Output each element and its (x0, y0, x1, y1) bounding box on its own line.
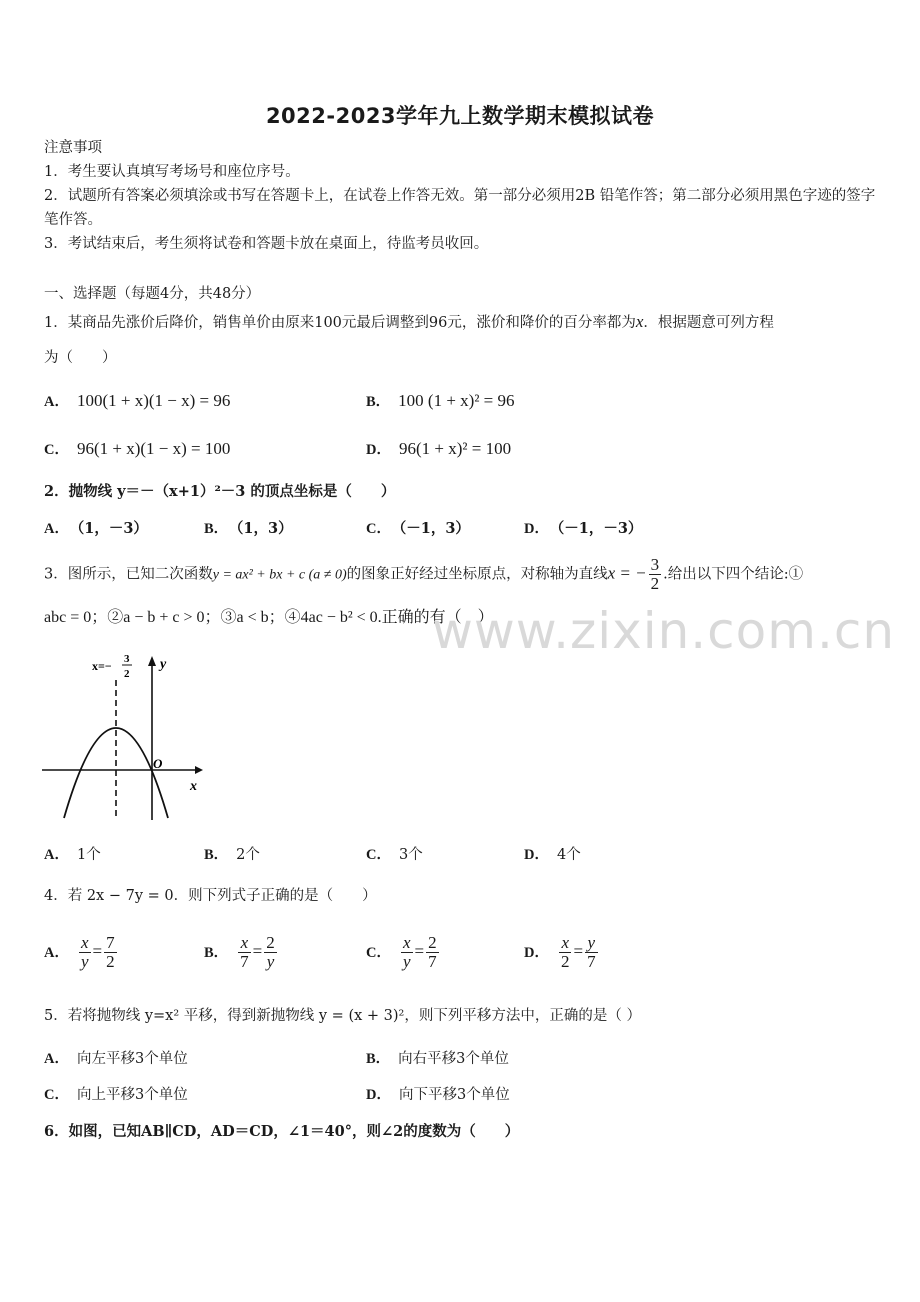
q4-option-b[interactable]: B． $\frac{x}{7}$ = $\frac{2}{y}$ (204, 933, 275, 971)
question-3-conclusions: abc = 0；②a − b + c > 0；③a < b；④4ac − b² < 0.正确的有（ ） (44, 609, 494, 626)
q2-option-b[interactable]: B． （1，3） (204, 520, 293, 537)
graph-axis-num-label: 3 (124, 653, 130, 665)
q4-option-c[interactable]: C． $\frac{x}{y}$ = $\frac{2}{7}$ (366, 933, 437, 971)
parabola-graph (40, 650, 210, 825)
q2-option-c[interactable]: C． （－1，3） (366, 520, 470, 537)
q4-option-d[interactable]: D． $\frac{x}{2}$ = $\frac{y}{7}$ (524, 933, 596, 971)
q1-option-a[interactable]: A． 100(1 + x)(1 − x) = 96 (44, 391, 231, 410)
q2-option-a[interactable]: A． （1，－3） (44, 520, 148, 537)
q4-option-a[interactable]: A． $\frac{x}{y}$ = $\frac{7}{2}$ (44, 933, 115, 971)
q1-option-d[interactable]: D． 96(1 + x)² = 100 (366, 439, 512, 458)
question-2-stem: 2．抛物线 y＝－（x+1）²－3 的顶点坐标是（ ） (44, 483, 396, 500)
page-title: 2022-2023学年九上数学期末模拟试卷 (265, 104, 655, 128)
q3-option-c[interactable]: C． 3个 (366, 847, 423, 863)
q1-option-c[interactable]: C． 96(1 + x)(1 − x) = 100 (44, 439, 231, 458)
question-1-stem: 1．某商品先涨价后降价，销售单价由原来100元最后调整到96元，涨价和降价的百分率都为x．根据题意可列方程 (44, 312, 774, 331)
q5-option-b[interactable]: B． 向右平移3个单位 (366, 1051, 509, 1067)
question-3-stem: 3．图所示，已知二次函数y = ax² + bx + c (a ≠ 0)的图象正好经过坐标原点，对称轴为直线x = − $\frac{3}{2}$ .给出以下四个结论:① (44, 555, 804, 593)
graph-axis-den-label: 2 (124, 668, 130, 680)
watermark: www.zixin.com.cn (432, 602, 896, 660)
graph-origin-label: O (153, 756, 163, 771)
notice-item-2: 2．试题所有答案必须填涂或书写在答题卡上，在试卷上作答无效。第一部分必须用2B 铅笔作答；第二部分必须用黑色字迹的签字笔作答。 (44, 188, 876, 228)
q1-option-b[interactable]: B． 100 (1 + x)² = 96 (366, 391, 515, 410)
q5-option-d[interactable]: D． 向下平移3个单位 (366, 1087, 510, 1103)
q5-option-a[interactable]: A． 向左平移3个单位 (44, 1051, 188, 1067)
graph-x-label: x (190, 779, 197, 794)
notice-heading: 注意事项 (44, 140, 102, 156)
graph-axis-eq-label: x=− (92, 659, 112, 673)
graph-y-label: y (160, 657, 167, 672)
notice-item-1: 1．考生要认真填写考场号和座位序号。 (44, 164, 300, 180)
question-4-stem: 4．若 2x − 7y = 0．则下列式子正确的是（ ） (44, 888, 377, 904)
q2-option-d[interactable]: D． （－1，－3） (524, 520, 643, 537)
q3-option-a[interactable]: A． 1个 (44, 847, 101, 863)
question-1-stem-line2: 为（ ） (44, 350, 117, 366)
question-6-stem: 6．如图，已知AB∥CD，AD＝CD，∠1＝40°，则∠2的度数为（ ） (44, 1123, 520, 1140)
question-5-stem: 5．若将抛物线 y=x² 平移，得到新抛物线 y = (x + 3)²，则下列平移方法中，正确的是（ ） (44, 1008, 641, 1024)
notice-item-3: 3．考试结束后，考生须将试卷和答题卡放在桌面上，待监考员收回。 (44, 236, 489, 252)
q5-option-c[interactable]: C． 向上平移3个单位 (44, 1087, 188, 1103)
section-heading: 一、选择题（每题4分，共48分） (44, 286, 261, 302)
q3-option-d[interactable]: D． 4个 (524, 847, 581, 863)
q3-option-b[interactable]: B． 2个 (204, 847, 260, 863)
